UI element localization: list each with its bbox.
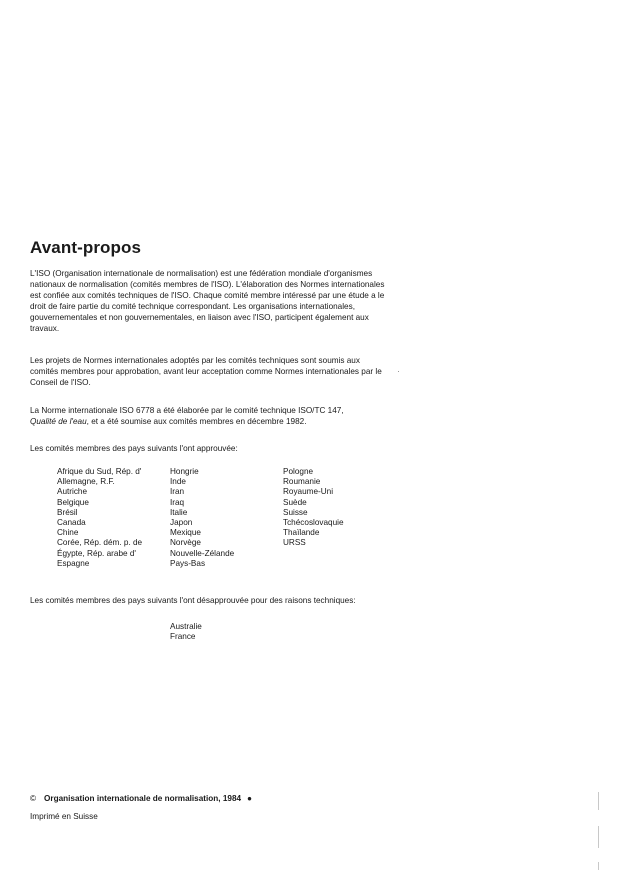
country-item: Autriche (57, 487, 88, 497)
country-item: Mexique (170, 528, 201, 538)
country-item: Nouvelle-Zélande (170, 548, 235, 558)
country-item: Brésil (57, 507, 78, 517)
approved-list-column-3 (283, 467, 344, 549)
disapproved-intro: Les comités membres des pays suivants l'ont désapprouvée pour des raisons techniques: (30, 596, 356, 605)
country-item: Chine (57, 528, 79, 538)
standard-title: Qualité de l'eau (30, 417, 87, 426)
standard-paragraph (30, 405, 390, 427)
country-item: Tchécoslovaquie (283, 518, 344, 528)
country-item: URSS (283, 538, 306, 548)
approved-list-column-1 (57, 467, 142, 569)
country-item: Canada (57, 518, 86, 528)
copyright-text: Organisation internationale de normalisation, 1984 (44, 794, 242, 803)
country-item: Italie (170, 507, 188, 517)
country-item: Allemagne, R.F. (57, 477, 115, 487)
bullet-icon: ● (247, 794, 253, 803)
approval-paragraph: Les projets de Normes internationales adoptés par les comités techniques sont soumis aux comités membres pour approbation, avant leur acceptation comme Normes internationales par le Conseil de l'ISO. (30, 356, 382, 387)
country-item: Suède (283, 497, 307, 507)
country-item: Espagne (57, 558, 90, 568)
printed-in: Imprimé en Suisse (30, 812, 98, 821)
country-item: Belgique (57, 497, 89, 507)
country-item: Norvège (170, 538, 201, 548)
country-item: Iraq (170, 497, 185, 507)
copyright-symbol: © (30, 794, 37, 803)
standard-suffix: , et a été soumise aux comités membres en décembre 1982. (86, 417, 307, 426)
country-item: Japon (170, 518, 193, 528)
country-item: Inde (170, 477, 186, 487)
standard-prefix: La Norme internationale ISO 6778 a été élaborée par le comité technique ISO/TC 147, (30, 406, 344, 415)
intro-paragraph: L'ISO (Organisation internationale de normalisation) est une fédération mondiale d'organismes nationaux de normalisation (comités membres de l'ISO). L'élaboration des Normes internationales est confiée aux comités techniques de l'ISO. Chaque comité membre intéressé par une étude a le droit de faire partie du comité technique correspondant. Les organisations internationales, gouvernementales et non gouvernementales, en liaison avec l'ISO, participent également aux travaux. (30, 269, 385, 333)
country-item: Pologne (283, 467, 314, 476)
scan-edge-mark (598, 792, 599, 810)
country-item: Afrique du Sud, Rép. d' (57, 467, 142, 476)
approved-intro: Les comités membres des pays suivants l'ont approuvée: (30, 444, 238, 453)
copyright-line (30, 794, 252, 803)
scan-edge-mark (598, 862, 599, 870)
country-item: Roumanie (283, 477, 321, 487)
scan-edge-mark (598, 826, 599, 848)
country-item: Royaume-Uni (283, 487, 334, 497)
country-item: France (170, 632, 196, 642)
country-item: Suisse (283, 507, 308, 517)
country-item: Hongrie (170, 467, 199, 476)
country-item: Thaïlande (283, 528, 320, 538)
approved-list-column-2 (170, 467, 234, 569)
disapproved-list (170, 622, 202, 642)
scan-speck (398, 371, 399, 372)
page-title: Avant-propos (30, 238, 142, 257)
country-item: Corée, Rép. dém. p. de (57, 538, 143, 548)
country-item: Pays-Bas (170, 558, 206, 568)
country-item: Iran (170, 487, 185, 497)
country-item: Australie (170, 622, 202, 631)
country-item: Égypte, Rép. arabe d' (57, 548, 136, 558)
